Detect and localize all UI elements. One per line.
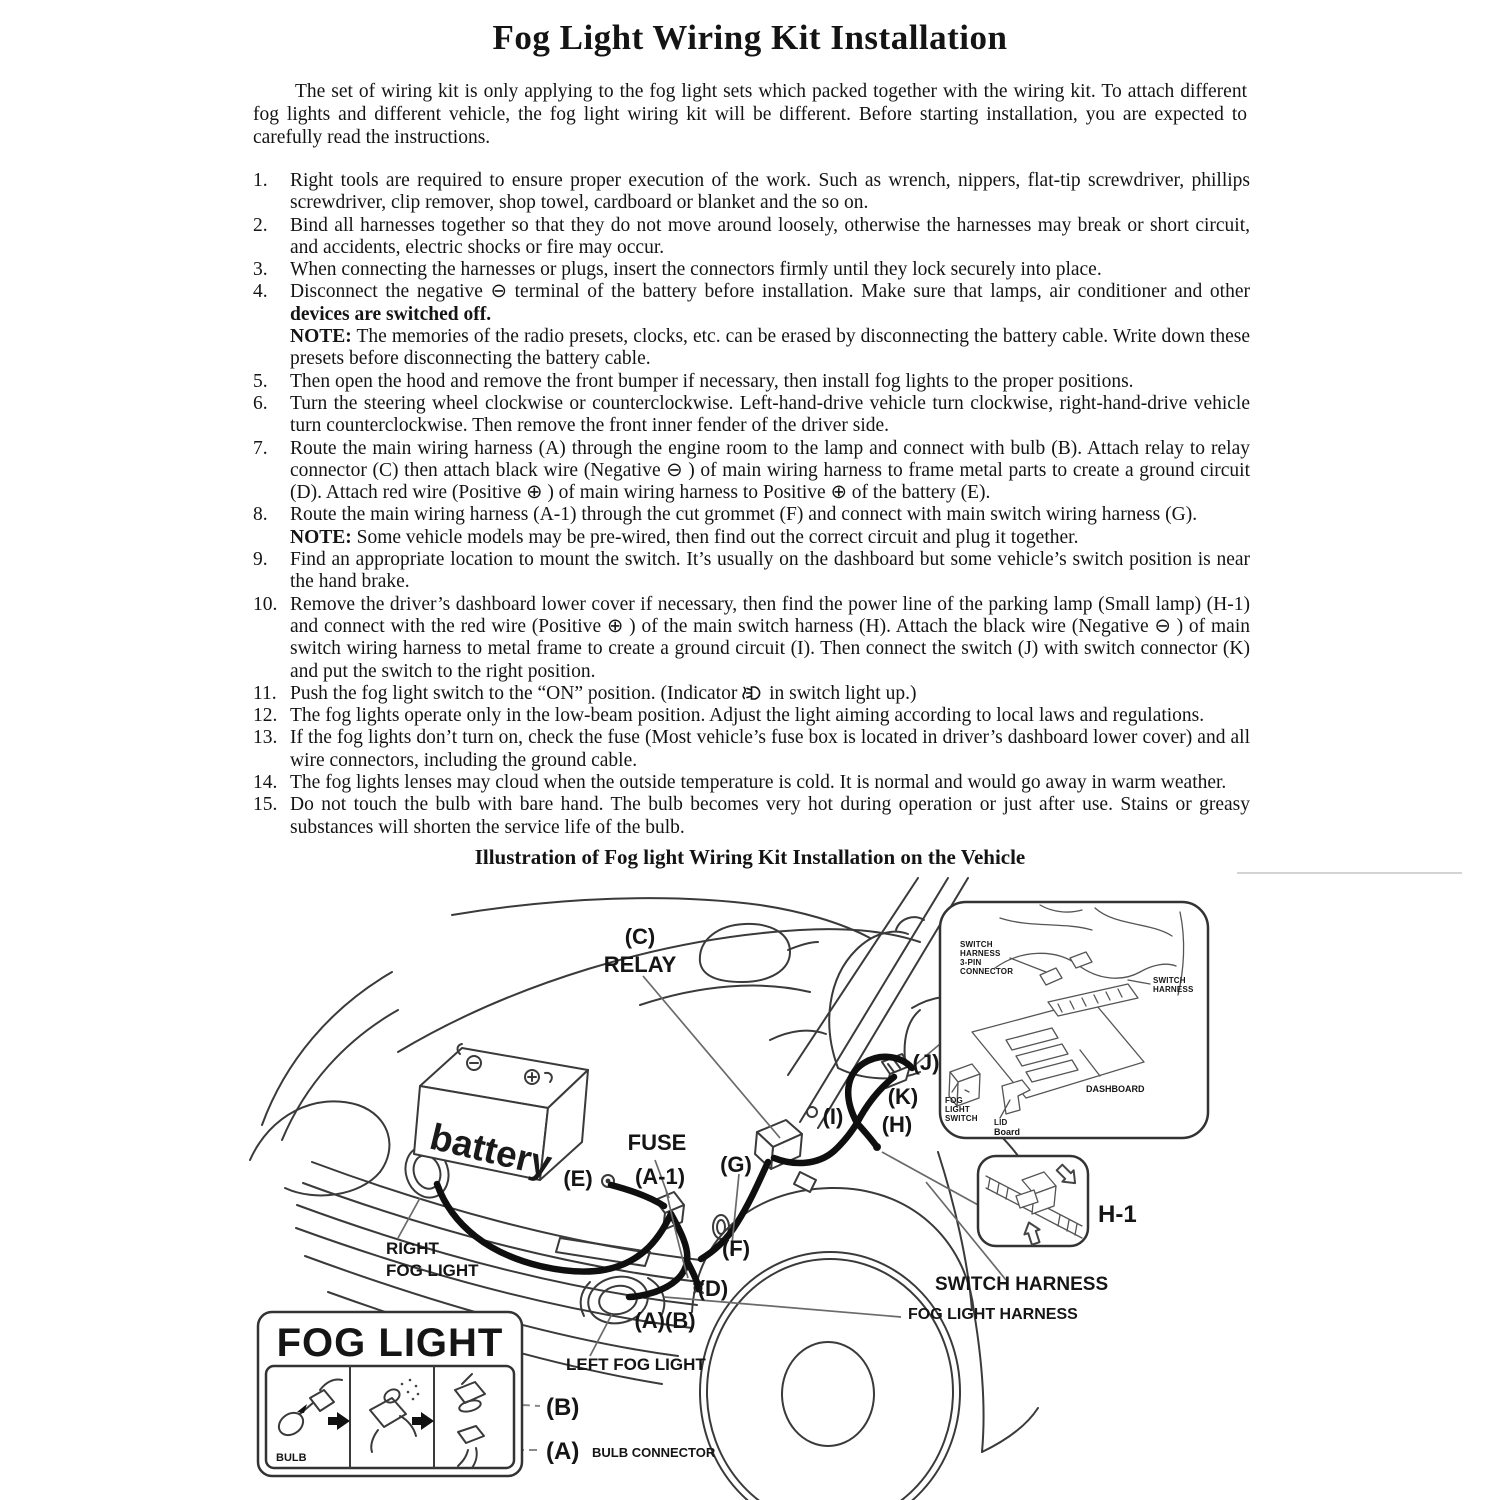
label-h: (H)	[881, 1112, 913, 1137]
instruction-number: 3.	[253, 259, 268, 281]
label-fog-light-switch-1: FOG	[945, 1096, 963, 1105]
label-bulb: BULB	[276, 1452, 307, 1464]
instruction-item	[253, 705, 1250, 727]
instruction-item	[253, 683, 1250, 705]
label-inset-switch-harness-1: SWITCH	[1153, 976, 1186, 985]
instruction-text: Then open the hood and remove the front bumper if necessary, then install fog lights to the proper positions.	[290, 370, 1134, 392]
instruction-item	[253, 772, 1250, 794]
instruction-number: 11.	[253, 682, 277, 704]
instruction-number: 4.	[253, 281, 268, 303]
vehicle-illustration	[0, 870, 1500, 1500]
label-3pin-4: CONNECTOR	[960, 967, 1014, 976]
instruction-number: 15.	[253, 794, 278, 816]
label-d: (D)	[697, 1276, 729, 1301]
label-lid-1: LID	[994, 1118, 1008, 1127]
battery-drawing	[414, 1044, 588, 1185]
instruction-item	[253, 393, 1250, 438]
fog-light-panel-title: FOG LIGHT	[276, 1321, 504, 1365]
label-e: (E)	[563, 1166, 593, 1191]
instruction-number: 13.	[253, 727, 278, 749]
label-left-fog-light: LEFT FOG LIGHT	[566, 1355, 706, 1374]
instruction-text: If the fog lights don’t turn on, check the fuse (Most vehicle’s fuse box is located in driver’s dashboard lower cover) and all wire connectors, including the ground cable.	[290, 727, 1250, 771]
dashboard-inset-panel	[940, 902, 1208, 1138]
label-fog-light-harness: FOG LIGHT HARNESS	[908, 1306, 1078, 1323]
instruction-item	[253, 170, 1250, 215]
label-switch-harness: SWITCH HARNESS	[935, 1274, 1109, 1295]
illustration-caption: Illustration of Fog light Wiring Kit Installation on the Vehicle	[474, 845, 1026, 869]
label-relay: RELAY	[603, 952, 677, 977]
instruction-number: 10.	[253, 593, 278, 615]
instruction-item	[253, 281, 1250, 370]
instruction-text: The fog lights operate only in the low-beam position. Adjust the light aiming according to local laws and regulations.	[290, 705, 1205, 727]
label-bulb-connector: BULB CONNECTOR	[592, 1445, 716, 1460]
instruction-text: Do not touch the bulb with bare hand. The bulb becomes very hot during operation or just after use. Stains or greasy substances will shorten the service life of the bulb.	[290, 794, 1250, 838]
instruction-item	[253, 371, 1250, 393]
instruction-number: 2.	[253, 214, 268, 236]
instruction-list	[253, 170, 1250, 839]
instruction-item	[253, 215, 1250, 260]
label-fog-light-switch-3: SWITCH	[945, 1114, 978, 1123]
label-lid-2: Board	[994, 1127, 1021, 1137]
instruction-text: Remove the driver’s dashboard lower cover if necessary, then find the power line of the parking lamp (Small lamp) (H-1) and connect with the red wire (Positive ⊕ ) of the main switch harness (H). Attach the black wire (Negative ⊖ ) of main switch wiring harness to metal frame to create a ground circuit (I). Then connect the switch (J) with switch connector (K) and put the switch to the right position.	[290, 593, 1250, 682]
instruction-text: Route the main wiring harness (A-1) through the cut grommet (F) and connect with main switch wiring harness (G). NOTE: Some vehicle models may be pre-wired, then find out the correct circuit and plug it together.	[290, 504, 1198, 548]
label-c: (C)	[624, 924, 656, 949]
ground-point-i-marker	[807, 1107, 817, 1117]
instruction-item	[253, 727, 1250, 772]
label-b: (B)	[546, 1394, 580, 1421]
instruction-text: When connecting the harnesses or plugs, insert the connectors firmly until they lock securely into place.	[290, 259, 1102, 281]
instruction-number: 14.	[253, 772, 278, 794]
label-a: (A)	[546, 1438, 580, 1465]
label-3pin-3: 3-PIN	[960, 958, 982, 967]
label-fuse: FUSE	[627, 1130, 687, 1155]
instruction-number: 8.	[253, 504, 268, 526]
label-3pin-1: SWITCH	[960, 940, 993, 949]
instruction-number: 7.	[253, 437, 268, 459]
instruction-number: 12.	[253, 705, 278, 727]
label-h1: H-1	[1098, 1201, 1137, 1228]
label-right-fog-light-1: RIGHT	[386, 1239, 439, 1258]
instruction-text: The fog lights lenses may cloud when the outside temperature is cold. It is normal and would go away in warm weather.	[290, 772, 1227, 794]
instruction-text: Find an appropriate location to mount the switch. It’s usually on the dashboard but some vehicle’s switch position is near the hand brake.	[290, 549, 1250, 593]
label-a1: (A-1)	[634, 1164, 686, 1189]
intro-paragraph: The set of wiring kit is only applying to the fog light sets which packed together with the wiring kit. To attach different fog lights and different vehicle, the fog light wiring kit will be different. Before starting installation, you are expected to carefully read the instructions.	[253, 81, 1247, 148]
instruction-text: Disconnect the negative ⊖ terminal of the battery before installation. Make sure that lamps, air conditioner and other devices are switched off. NOTE: The memories of the radio presets, clocks, etc. can be erased by disconnecting the battery cable. Write down these presets before disconnecting the battery cable.	[290, 281, 1250, 370]
instruction-number: 6.	[253, 392, 268, 414]
label-dashboard: DASHBOARD	[1086, 1084, 1145, 1094]
instruction-item	[253, 594, 1250, 683]
label-f: (F)	[721, 1236, 751, 1261]
label-right-fog-light-2: FOG LIGHT	[386, 1261, 479, 1280]
instruction-number: 9.	[253, 549, 268, 571]
instruction-number: 5.	[253, 370, 268, 392]
instruction-item	[253, 794, 1250, 839]
label-ab: (A)(B)	[634, 1308, 696, 1333]
instruction-item	[253, 504, 1250, 549]
instruction-item	[253, 549, 1250, 594]
h1-inset-panel	[978, 1156, 1088, 1246]
label-i: (I)	[822, 1104, 844, 1129]
instruction-text: Bind all harnesses together so that they do not move around loosely, otherwise the harnesses may break or short circuit, and accidents, electric shocks or fire may occur.	[290, 214, 1250, 258]
relay-connector-drawing	[755, 1120, 816, 1192]
front-wheel-drawing	[692, 1188, 974, 1500]
label-inset-switch-harness-2: HARNESS	[1153, 985, 1194, 994]
label-k: (K)	[887, 1084, 919, 1109]
instruction-item	[253, 259, 1250, 281]
instruction-number: 1.	[253, 170, 268, 191]
fog-light-bulb-panel	[258, 1312, 522, 1476]
instruction-text: Right tools are required to ensure proper execution of the work. Such as wrench, nippers, flat-tip screwdriver, phillips screwdriver, clip remover, shop towel, cardboard or blanket and the so on.	[290, 170, 1250, 214]
label-fog-light-switch-2: LIGHT	[945, 1105, 970, 1114]
instruction-text: Turn the steering wheel clockwise or counterclockwise. Left-hand-drive vehicle turn clockwise, right-hand-drive vehicle turn counterclockwise. Then remove the front inner fender of the driver side.	[290, 392, 1250, 437]
fog-indicator-icon	[742, 683, 764, 704]
page-title: Fog Light Wiring Kit Installation	[492, 18, 1008, 57]
label-j: (J)	[912, 1050, 940, 1075]
label-3pin-2: HARNESS	[960, 949, 1001, 958]
battery-label: battery	[426, 1115, 556, 1185]
instruction-text: Route the main wiring harness (A) through the engine room to the lamp and connect with bulb (B). Attach relay to relay connector (C) then attach black wire (Negative ⊖ ) of main wiring harness to frame metal parts to create a ground circuit (D). Attach red wire (Positive ⊕ ) of main wiring harness to Positive ⊕ of the battery (E).	[290, 437, 1250, 504]
label-g: (G)	[720, 1152, 752, 1177]
instruction-item	[253, 438, 1250, 505]
instruction-text: Push the fog light switch to the “ON” position. (Indicator in switch light up.)	[290, 682, 917, 704]
